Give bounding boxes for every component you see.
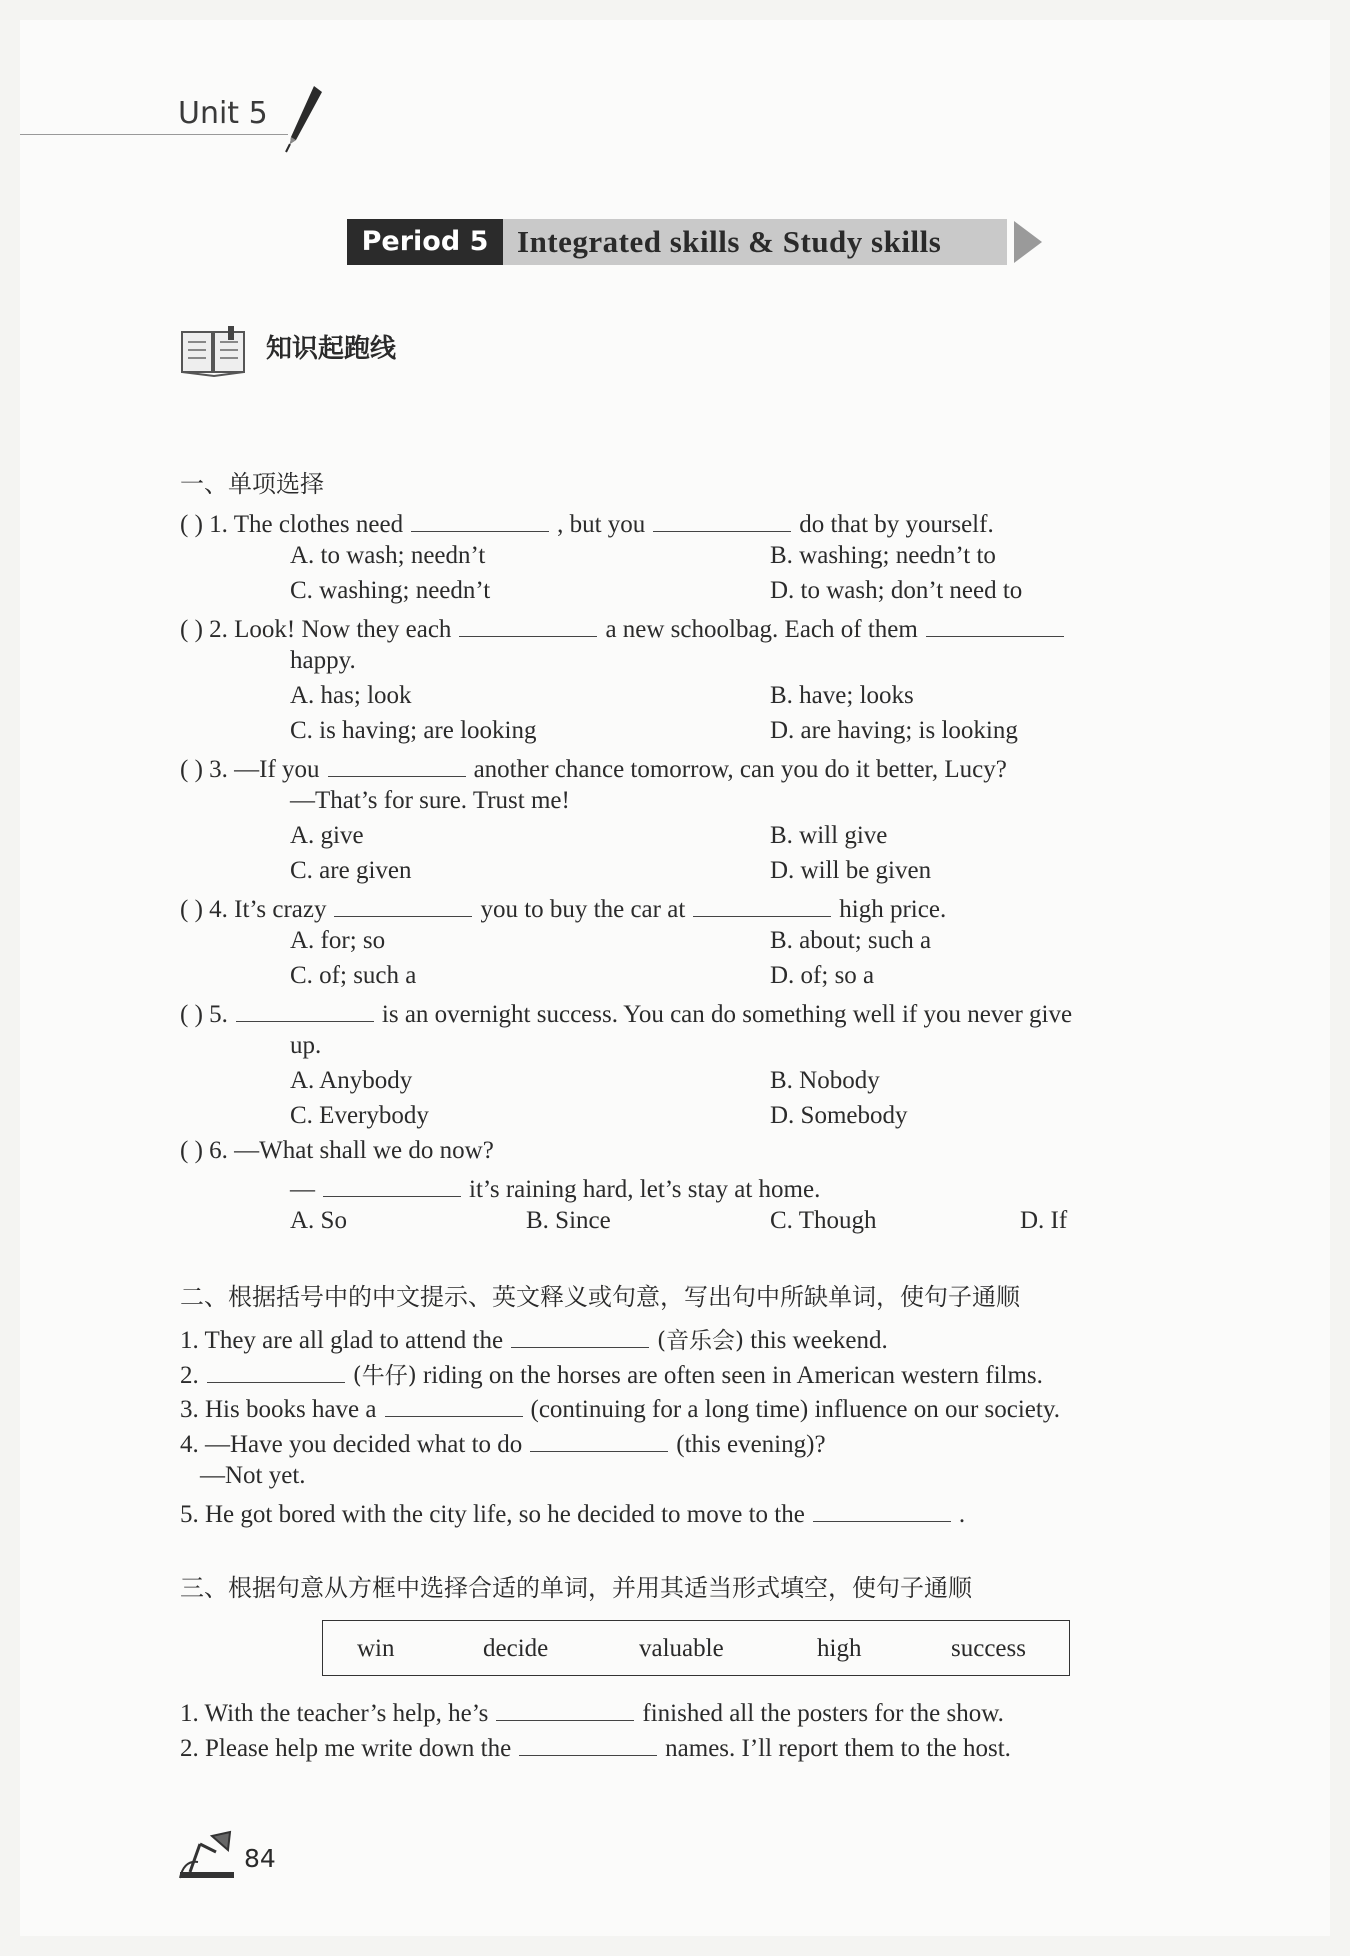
word-bank-item: decide [483, 1635, 549, 1662]
period-label: Period 5 [347, 219, 503, 265]
option-d[interactable]: D. Somebody [770, 1102, 908, 1129]
question-5-continued: up. [290, 1032, 322, 1059]
sentence-4: 4. —Have you decided what to do (this evening)? [180, 1427, 826, 1459]
option-d[interactable]: D. If [1020, 1207, 1068, 1234]
word-bank-item: valuable [639, 1635, 724, 1662]
header-rule [20, 134, 288, 135]
pen-icon [284, 84, 324, 154]
option-d[interactable]: D. of; so a [770, 962, 875, 989]
period-banner [347, 219, 1007, 265]
option-a[interactable]: A. has; look [290, 682, 412, 709]
question-5: ( ) 5. is an overnight success. You can do something well if you never give [180, 997, 1072, 1029]
option-d[interactable]: D. will be given [770, 857, 932, 884]
answer-blank[interactable] [693, 892, 831, 917]
option-b[interactable]: B. have; looks [770, 682, 914, 709]
sentence-1: 1. They are all glad to attend the (音乐会) this weekend. [180, 1322, 888, 1355]
section2-heading: 二、根据括号中的中文提示、英文释义或句意，写出句中所缺单词，使句子通顺 [180, 1283, 1020, 1311]
answer-blank[interactable] [411, 507, 549, 532]
answer-blank[interactable] [334, 892, 472, 917]
book-icon [180, 326, 248, 378]
question-3: ( ) 3. —If you another chance tomorrow, can you do it better, Lucy? [180, 752, 1007, 784]
section1-heading: 一、单项选择 [180, 470, 324, 498]
option-c[interactable]: C. are given [290, 857, 412, 884]
option-c[interactable]: C. washing; needn’t [290, 577, 491, 604]
section-title-knowledge: 知识起跑线 [266, 334, 397, 364]
word-bank [322, 1620, 1070, 1676]
sentence-2: 2. (牛仔) riding on the horses are often seen in American western films. [180, 1357, 1043, 1390]
sentence-1: 1. With the teacher’s help, he’s finished all the posters for the show. [180, 1696, 1004, 1728]
page-number: 84 [244, 1844, 276, 1873]
sentence-5: 5. He got bored with the city life, so he decided to move to the . [180, 1497, 965, 1529]
sentence-2: 2. Please help me write down the names. I’ll report them to the host. [180, 1731, 1011, 1763]
option-c[interactable]: C. of; such a [290, 962, 417, 989]
answer-blank[interactable] [207, 1358, 345, 1383]
option-a[interactable]: A. to wash; needn’t [290, 542, 486, 569]
option-a[interactable]: A. give [290, 822, 364, 849]
answer-blank[interactable] [496, 1696, 634, 1721]
answer-blank[interactable] [813, 1497, 951, 1522]
option-c[interactable]: C. Though [770, 1207, 877, 1234]
answer-blank[interactable] [653, 507, 791, 532]
unit-label: Unit 5 [178, 96, 268, 131]
question-2: ( ) 2. Look! Now they each a new schoolbag. Each of them [180, 612, 1072, 644]
answer-blank[interactable] [236, 997, 374, 1022]
answer-blank[interactable] [511, 1323, 649, 1348]
option-b[interactable]: B. washing; needn’t to [770, 542, 996, 569]
desk-lamp-icon [178, 1822, 238, 1882]
sentence-4-reply: —Not yet. [200, 1462, 306, 1489]
option-b[interactable]: B. Nobody [770, 1067, 880, 1094]
answer-blank[interactable] [323, 1172, 461, 1197]
question-6-reply: — it’s raining hard, let’s stay at home. [290, 1172, 820, 1204]
word-bank-item: success [951, 1635, 1026, 1662]
option-d[interactable]: D. to wash; don’t need to [770, 577, 1023, 604]
answer-blank[interactable] [530, 1427, 668, 1452]
section3-heading: 三、根据句意从方框中选择合适的单词，并用其适当形式填空，使句子通顺 [180, 1574, 972, 1602]
answer-blank[interactable] [459, 612, 597, 637]
question-1: ( ) 1. The clothes need , but you do that by yourself. [180, 507, 994, 539]
sentence-3: 3. His books have a (continuing for a long time) influence on our society. [180, 1392, 1060, 1424]
option-b[interactable]: B. Since [526, 1207, 611, 1234]
option-b[interactable]: B. will give [770, 822, 888, 849]
question-2-continued: happy. [290, 647, 356, 674]
word-bank-item: high [817, 1635, 862, 1662]
word-bank-item: win [357, 1635, 395, 1662]
option-a[interactable]: A. for; so [290, 927, 386, 954]
period-title: Integrated skills & Study skills [517, 224, 942, 259]
answer-blank[interactable] [519, 1731, 657, 1756]
option-c[interactable]: C. Everybody [290, 1102, 429, 1129]
answer-blank[interactable] [328, 752, 466, 777]
option-d[interactable]: D. are having; is looking [770, 717, 1018, 744]
option-b[interactable]: B. about; such a [770, 927, 932, 954]
option-c[interactable]: C. is having; are looking [290, 717, 537, 744]
arrow-right-icon [1012, 219, 1046, 265]
answer-blank[interactable] [926, 612, 1064, 637]
question-3-reply: —That’s for sure. Trust me! [290, 787, 570, 814]
question-4: ( ) 4. It’s crazy you to buy the car at high price. [180, 892, 946, 924]
option-a[interactable]: A. So [290, 1207, 347, 1234]
question-6: ( ) 6. —What shall we do now? [180, 1137, 494, 1164]
answer-blank[interactable] [385, 1392, 523, 1417]
option-a[interactable]: A. Anybody [290, 1067, 413, 1094]
